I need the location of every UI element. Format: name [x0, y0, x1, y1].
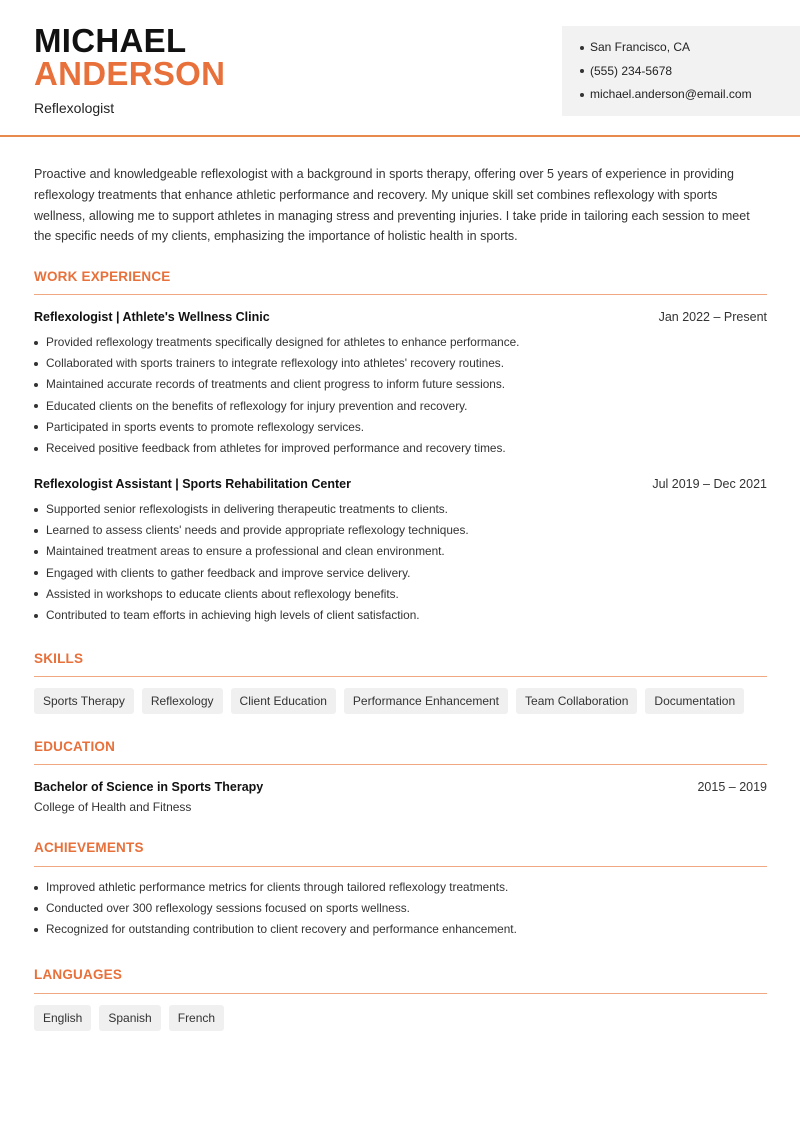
list-item: Recognized for outstanding contribution to client recovery and performance enhancement.	[34, 919, 767, 940]
bullet-icon	[34, 362, 38, 366]
section-title-achievements: ACHIEVEMENTS	[34, 840, 144, 855]
bullet-icon	[34, 447, 38, 451]
bullet-icon	[580, 69, 584, 73]
last-name: ANDERSON	[34, 55, 226, 92]
language-chip: Spanish	[99, 1005, 160, 1031]
job-1-header	[34, 310, 767, 324]
job-1-bullets	[34, 332, 767, 459]
section-divider	[34, 676, 767, 677]
bullet-icon	[580, 46, 584, 50]
job-title-1: Reflexologist | Athlete's Wellness Clinic	[34, 310, 270, 324]
first-name: MICHAEL	[34, 22, 187, 59]
contact-email	[580, 83, 800, 107]
skill-chip: Reflexology	[142, 688, 223, 714]
bullet-icon	[34, 550, 38, 554]
job-2-bullets	[34, 499, 767, 626]
list-item: Received positive feedback from athletes for improved performance and recovery times.	[34, 438, 767, 459]
summary-paragraph: Proactive and knowledgeable reflexologist with a background in sports therapy, offering over 5 years of experience in providing reflexology treatments that enhance athletic performance and recovery. My unique skill set combines reflexology with sports wellness, allowing me to support athletes in managing stress and preventing injuries. I take pride in tailoring each session to meet the specific needs of my clients, emphasizing the importance of holistic health in sports.	[34, 167, 750, 244]
location-text: San Francisco, CA	[590, 40, 691, 55]
language-chip: English	[34, 1005, 91, 1031]
job-title: Reflexologist	[34, 100, 115, 116]
section-title-languages: LANGUAGES	[34, 967, 123, 982]
job-dates-1: Jan 2022 – Present	[658, 310, 767, 324]
skill-chip: Sports Therapy	[34, 688, 134, 714]
skill-chip: Team Collaboration	[516, 688, 637, 714]
languages-list	[34, 1005, 224, 1031]
education-dates: 2015 – 2019	[697, 780, 767, 794]
list-item: Collaborated with sports trainers to integrate reflexology into athletes' recovery routines.	[34, 353, 767, 374]
list-item: Contributed to team efforts in achieving high levels of client satisfaction.	[34, 605, 767, 626]
bullet-icon	[34, 383, 38, 387]
job-dates-2: Jul 2019 – Dec 2021	[652, 477, 767, 491]
email-text: michael.anderson@email.com	[590, 87, 752, 102]
bullet-icon	[580, 93, 584, 97]
list-item: Conducted over 300 reflexology sessions focused on sports wellness.	[34, 898, 767, 919]
bullet-icon	[34, 907, 38, 911]
language-chip: French	[169, 1005, 224, 1031]
list-item: Participated in sports events to promote reflexology services.	[34, 417, 767, 438]
achievements-list	[34, 877, 767, 941]
list-item: Provided reflexology treatments specifically designed for athletes to enhance performance.	[34, 332, 767, 353]
section-divider	[34, 294, 767, 295]
skill-chip: Client Education	[231, 688, 336, 714]
skill-chip: Performance Enhancement	[344, 688, 508, 714]
list-item: Supported senior reflexologists in delivering therapeutic treatments to clients.	[34, 499, 767, 520]
phone-text: (555) 234-5678	[590, 63, 673, 78]
list-item: Maintained accurate records of treatments and client progress to inform future sessions.	[34, 374, 767, 395]
list-item: Improved athletic performance metrics for clients through tailored reflexology treatments.	[34, 877, 767, 898]
section-divider	[34, 764, 767, 765]
school-name: College of Health and Fitness	[34, 800, 192, 814]
section-divider	[34, 866, 767, 867]
list-item: Assisted in workshops to educate clients about reflexology benefits.	[34, 584, 767, 605]
bullet-icon	[34, 886, 38, 890]
list-item: Learned to assess clients' needs and provide appropriate reflexology techniques.	[34, 520, 767, 541]
bullet-icon	[34, 425, 38, 429]
section-title-skills: SKILLS	[34, 651, 84, 666]
contact-phone	[580, 60, 800, 84]
bullet-icon	[34, 529, 38, 533]
skills-list	[34, 688, 744, 714]
list-item: Engaged with clients to gather feedback and improve service delivery.	[34, 563, 767, 584]
section-title-education: EDUCATION	[34, 739, 116, 754]
bullet-icon	[34, 508, 38, 512]
list-item: Educated clients on the benefits of reflexology for injury prevention and recovery.	[34, 396, 767, 417]
bullet-icon	[34, 571, 38, 575]
job-2-header	[34, 477, 767, 491]
resume-header	[0, 0, 800, 137]
bullet-icon	[34, 614, 38, 618]
bullet-icon	[34, 341, 38, 345]
contact-location	[580, 36, 800, 60]
bullet-icon	[34, 404, 38, 408]
contact-box	[562, 26, 800, 116]
skill-chip: Documentation	[645, 688, 744, 714]
list-item: Maintained treatment areas to ensure a professional and clean environment.	[34, 541, 767, 562]
job-title-2: Reflexologist Assistant | Sports Rehabilitation Center	[34, 477, 351, 491]
section-title-work: WORK EXPERIENCE	[34, 269, 171, 284]
bullet-icon	[34, 928, 38, 932]
degree-title: Bachelor of Science in Sports Therapy	[34, 780, 264, 794]
education-header	[34, 780, 767, 794]
bullet-icon	[34, 592, 38, 596]
section-divider	[34, 993, 767, 994]
